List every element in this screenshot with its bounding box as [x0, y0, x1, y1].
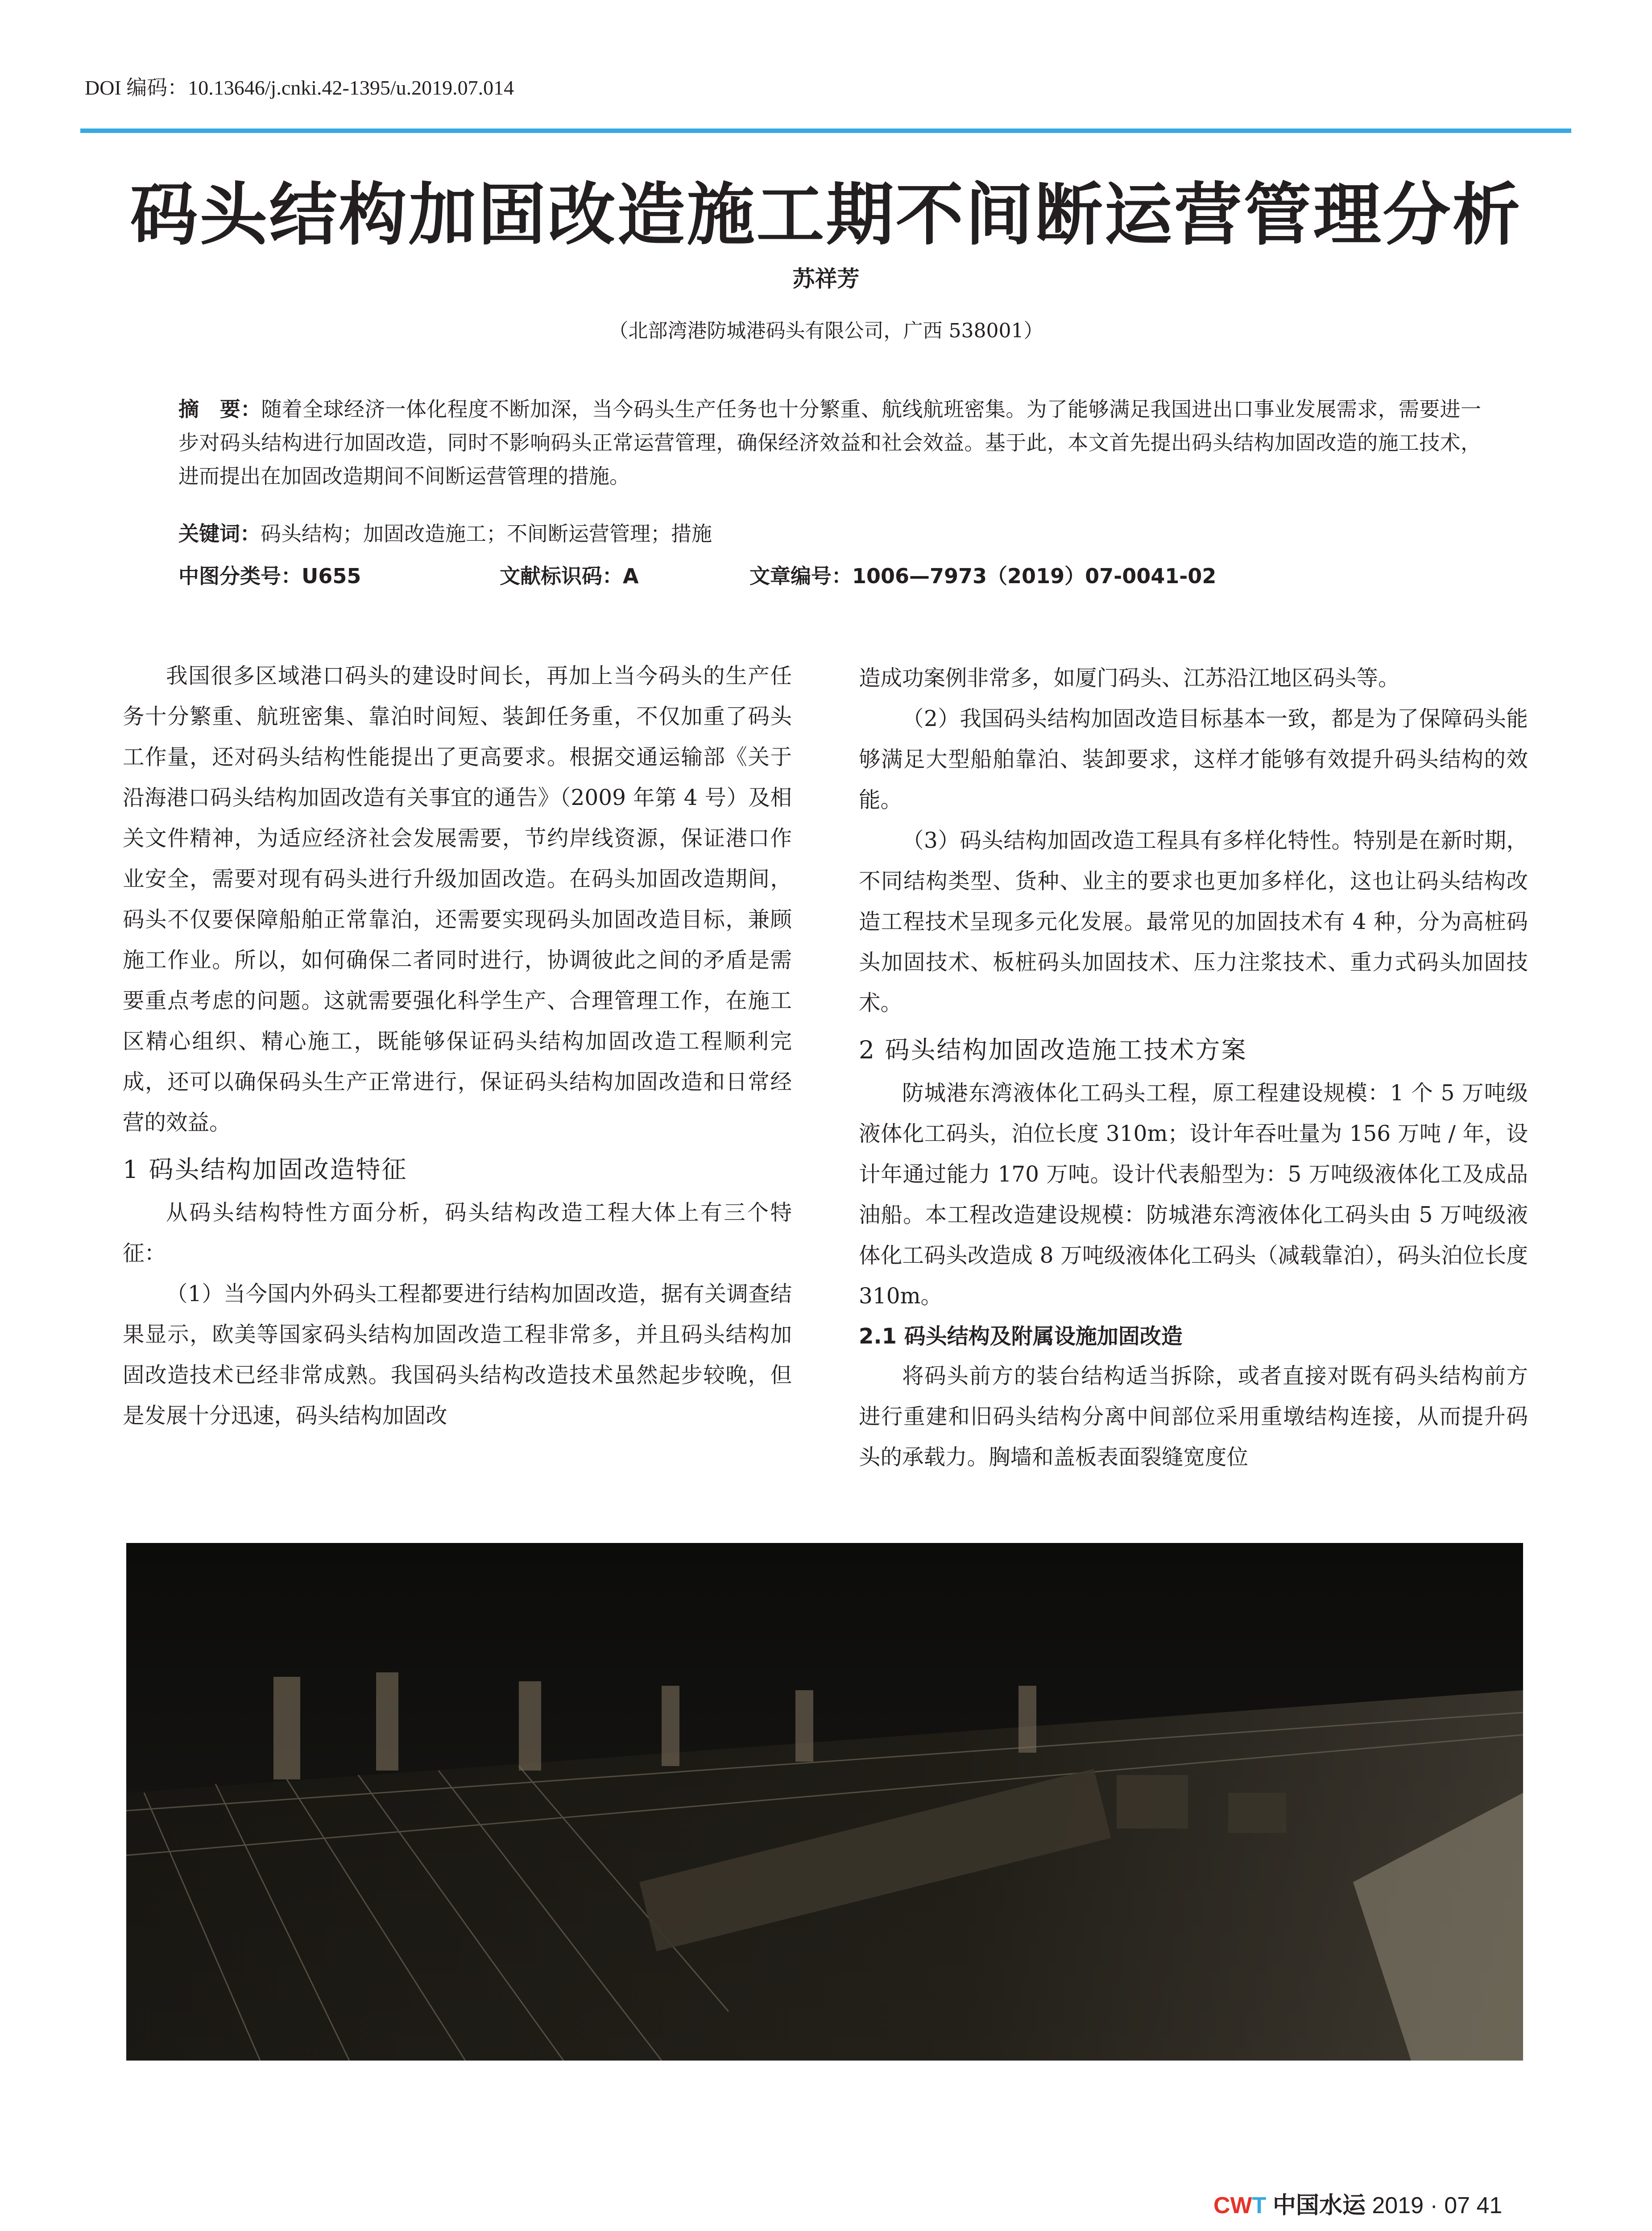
page-footer [1213, 2186, 1502, 2220]
header-rule [80, 129, 1571, 133]
article-number: 文章编号：1006—7973（2019）07-0041-02 [749, 564, 1217, 588]
article-meta [178, 560, 1481, 589]
keywords-label: 关键词： [178, 522, 261, 546]
footer-brand-t: T [1252, 2193, 1267, 2219]
affiliation: （北部湾港防城港码头有限公司，广西 538001） [609, 319, 1043, 342]
left-column [123, 656, 792, 1436]
abstract-text: 随着全球经济一体化程度不断加深，当今码头生产任务也十分繁重、航线航班密集。为了能够满足我国进出口事业发展需求，需要进一步对码头结构进行加固改造，同时不影响码头正常运营管理，确保经济效益和社会效益。基于此，本文首先提出码头结构加固改造的施工技术，进而提出在加固改造期间不间断运营管理的措施。 [178, 397, 1482, 488]
paragraph: （1）当今国内外码头工程都要进行结构加固改造，据有关调查结果显示，欧美等国家码头结构加固改造工程非常多，并且码头结构加固改造技术已经非常成熟。我国码头结构改造技术虽然起步较晚，但是发展十分迅速，码头结构加固改 [123, 1281, 792, 1428]
keywords [178, 518, 1481, 547]
author: 苏祥芳 [792, 266, 860, 292]
section-heading-2: 2 码头结构加固改造施工技术方案 [859, 1036, 1247, 1064]
paragraph: 防城港东湾液体化工码头工程，原工程建设规模：1 个 5 万吨级液体化工码头，泊位长度 310m；设计年吞吐量为 156 万吨 / 年，设计年通过能力 170 万吨。设计代表船型为：5 万吨级液体化工及成品油船。本工程改造建设规模：防城港东湾液体化工码头由 5 万吨级液体化工码头改造成 8 万吨级液体化工码头（减载靠泊），码头泊位长度 310m。 [859, 1081, 1528, 1309]
port-photo-illustration [126, 1543, 1523, 2061]
paragraph: （3）码头结构加固改造工程具有多样化特性。特别是在新时期，不同结构类型、货种、业主的要求也更加多样化，这也让码头结构改造工程技术呈现多元化发展。最常见的加固技术有 4 种，分为高桩码头加固技术、板桩码头加固技术、压力注浆技术、重力式码头加固技术。 [859, 828, 1528, 1016]
paragraph: 造成功案例非常多，如厦门码头、江苏沿江地区码头等。 [859, 666, 1400, 691]
section-heading-1: 1 码头结构加固改造特征 [123, 1155, 408, 1184]
paragraph: （2）我国码头结构加固改造目标基本一致，都是为了保障码头能够满足大型船舶靠泊、装卸要求，这样才能够有效提升码头结构的效能。 [859, 706, 1528, 813]
paragraph: 将码头前方的装台结构适当拆除，或者直接对既有码头结构前方进行重建和旧码头结构分离中间部位采用重墩结构连接，从而提升码头的承载力。胸墙和盖板表面裂缝宽度位 [859, 1364, 1528, 1470]
subsection-heading-2-1: 2.1 码头结构及附属设施加固改造 [859, 1324, 1183, 1349]
abstract [178, 393, 1481, 493]
document-code: 文献标识码：A [500, 564, 639, 588]
clc-number: 中图分类号：U655 [178, 564, 361, 588]
keywords-text: 码头结构；加固改造施工；不间断运营管理；措施 [261, 522, 712, 546]
footer-brand-cw: CW [1213, 2193, 1252, 2219]
article-title: 码头结构加固改造施工期不间断运营管理分析 [130, 174, 1522, 254]
port-night-photo [126, 1543, 1523, 2061]
paragraph: 我国很多区域港口码头的建设时间长，再加上当今码头的生产任务十分繁重、航班密集、靠泊时间短、装卸任务重，不仅加重了码头工作量，还对码头结构性能提出了更高要求。根据交通运输部《关于沿海港口码头结构加固改造有关事宜的通告》（2009 年第 4 号）及相关文件精神，为适应经济社会发展需要，节约岸线资源，保证港口作业安全，需要对现有码头进行升级加固改造。在码头加固改造期间，码头不仅要保障船舶正常靠泊，还需要实现码头加固改造目标，兼顾施工作业。所以，如何确保二者同时进行，协调彼此之间的矛盾是需要重点考虑的问题。这就需要强化科学生产、合理管理工作，在施工区精心组织、精心施工，既能够保证码头结构加固改造工程顺利完成，还可以确保码头生产正常进行，保证码头结构加固改造和日常经营的效益。 [123, 663, 792, 1135]
abstract-label: 摘 要： [178, 397, 261, 421]
footer-page-number: 41 [1476, 2193, 1503, 2219]
right-column [859, 658, 1528, 1478]
doi-line: DOI 编码：10.13646/j.cnki.42-1395/u.2019.07.014 [85, 76, 514, 99]
footer-magazine: 中国水运 [1272, 2192, 1366, 2219]
footer-issue: 2019 · 07 [1372, 2193, 1470, 2219]
paragraph: 从码头结构特性方面分析，码头结构改造工程大体上有三个特征： [123, 1200, 792, 1266]
